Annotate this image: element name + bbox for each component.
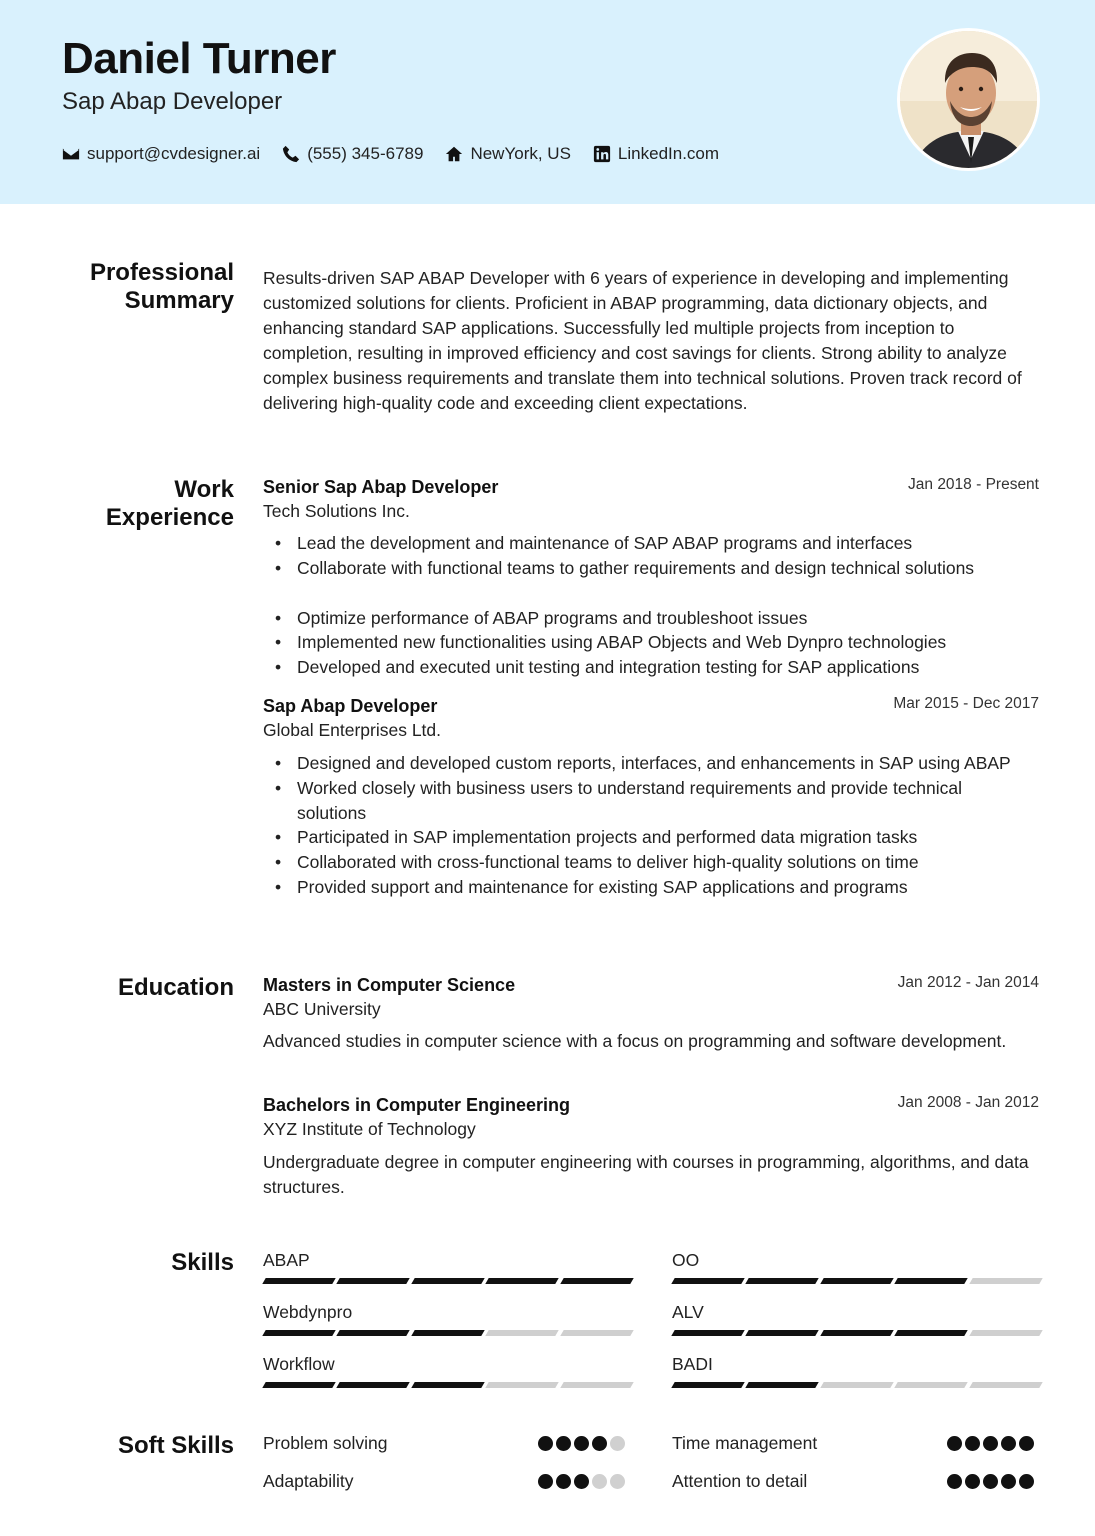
profile-photo <box>897 28 1040 171</box>
rating-dot <box>592 1474 607 1489</box>
rating-dot <box>1001 1474 1016 1489</box>
bullet-item: • Implemented new functionalities using ABAP Objects and Web Dynpro technologies <box>263 630 1048 655</box>
skill-name: BADI <box>672 1354 713 1374</box>
bullet-item: • Lead the development and maintenance of SAP ABAP programs and interfaces <box>263 531 1048 556</box>
skill-bar-segment <box>560 1330 634 1336</box>
skill-bar <box>673 1382 1041 1388</box>
section-title-experience <box>94 476 234 532</box>
rating-dot <box>947 1436 962 1451</box>
skill-bar-segment <box>485 1278 559 1284</box>
section-title-summary <box>74 259 234 315</box>
skill-bar-segment <box>262 1330 336 1336</box>
degree-school: XYZ Institute of Technology <box>263 1119 476 1139</box>
candidate-name: Daniel Turner <box>62 34 336 83</box>
job-dates: Jan 2018 - Present <box>908 476 1039 493</box>
rating-dot <box>965 1474 980 1489</box>
rating-dot <box>965 1436 980 1451</box>
skill-bar-segment <box>969 1330 1043 1336</box>
soft-skill-rating <box>947 1474 1034 1489</box>
skill-bar-segment <box>671 1330 745 1336</box>
contact-email[interactable] <box>62 144 260 164</box>
job-company: Tech Solutions Inc. <box>263 501 410 521</box>
degree-dates: Jan 2012 - Jan 2014 <box>897 974 1039 991</box>
degree-title: Bachelors in Computer Engineering <box>263 1095 571 1115</box>
contact-phone-text: (555) 345-6789 <box>307 144 424 163</box>
skill-name: ALV <box>672 1302 704 1322</box>
contact-linkedin-text: LinkedIn.com <box>617 144 720 163</box>
linkedin-icon <box>593 145 611 163</box>
skill-bar-segment <box>894 1382 968 1388</box>
skill-bar-segment <box>560 1382 634 1388</box>
skill-bar-segment <box>337 1382 411 1388</box>
soft-skill-rating <box>947 1436 1034 1451</box>
skill-bar-segment <box>337 1278 411 1284</box>
rating-dot <box>574 1436 589 1451</box>
skill-bar-segment <box>671 1278 745 1284</box>
section-title-experience-text: Work Experience <box>105 476 234 531</box>
soft-skill-name: Adaptability <box>263 1471 354 1491</box>
skill-name: Webdynpro <box>263 1302 353 1322</box>
skill-bar-segment <box>671 1382 745 1388</box>
skill-bar-segment <box>746 1382 820 1388</box>
skill-bar <box>264 1330 632 1336</box>
bullet-item: • Participated in SAP implementation projects and performed data migration tasks <box>263 825 1033 850</box>
soft-skill-name: Attention to detail <box>672 1471 808 1491</box>
soft-skill-rating <box>538 1436 625 1451</box>
skill-bar-segment <box>820 1330 894 1336</box>
skill-bar-segment <box>969 1278 1043 1284</box>
bullet-item: • Designed and developed custom reports, interfaces, and enhancements in SAP using ABAP <box>263 751 1033 776</box>
rating-dot <box>592 1436 607 1451</box>
skill-bar-segment <box>746 1330 820 1336</box>
rating-dot <box>574 1474 589 1489</box>
degree-title: Masters in Computer Science <box>263 975 516 995</box>
phone-icon <box>282 145 300 163</box>
skill-bar-segment <box>894 1330 968 1336</box>
section-title-summary-text: Professional Summary <box>89 259 234 314</box>
soft-skill-name: Problem solving <box>263 1433 388 1453</box>
degree-school: ABC University <box>263 999 381 1019</box>
skill-bar-segment <box>894 1278 968 1284</box>
skill-bar-segment <box>262 1382 336 1388</box>
rating-dot <box>538 1474 553 1489</box>
section-title-skills: Skills <box>171 1249 234 1276</box>
rating-dot <box>1001 1436 1016 1451</box>
skill-bar <box>673 1278 1041 1284</box>
degree-dates: Jan 2008 - Jan 2012 <box>897 1094 1039 1111</box>
soft-skill-name: Time management <box>672 1433 818 1453</box>
soft-skill-rating <box>538 1474 625 1489</box>
rating-dot <box>983 1474 998 1489</box>
rating-dot <box>610 1436 625 1451</box>
skill-name: OO <box>672 1250 700 1270</box>
bullet-item: • Optimize performance of ABAP programs and troubleshoot issues <box>263 606 1048 631</box>
degree-description: Undergraduate degree in computer engineering with courses in programming, algorithms, and data structures. <box>263 1152 1029 1197</box>
skill-name: ABAP <box>263 1250 310 1270</box>
summary-text: Results-driven SAP ABAP Developer with 6 years of experience in developing and implementing customized solutions for clients. Proficient in ABAP programming, data dictionary objects, and enhancing standard SAP applications. Successfully led multiple projects from inception to completion, resulting in improved efficiency and cost savings for clients. Strong ability to analyze complex business requirements and translate them into technical solutions. Proven track record of delivering high-quality code and exceeding client expectations. <box>263 268 1022 413</box>
bullet-item: • Collaborate with functional teams to gather requirements and design technical solutions <box>263 556 1048 581</box>
contact-phone[interactable] <box>282 144 423 164</box>
candidate-role: Sap Abap Developer <box>62 88 283 115</box>
skill-bar-segment <box>485 1382 559 1388</box>
job-dates: Mar 2015 - Dec 2017 <box>893 695 1039 712</box>
rating-dot <box>610 1474 625 1489</box>
rating-dot <box>1019 1474 1034 1489</box>
skill-bar <box>264 1382 632 1388</box>
skill-bar-segment <box>411 1278 485 1284</box>
contact-location <box>445 144 570 164</box>
skill-bar-segment <box>411 1330 485 1336</box>
bullet-item: • Collaborated with cross-functional teams to deliver high-quality solutions on time <box>263 850 1033 875</box>
bullet-item: • Worked closely with business users to understand requirements and provide technical solutions <box>263 776 1033 826</box>
skill-bar-segment <box>411 1382 485 1388</box>
degree-description: Advanced studies in computer science with a focus on programming and software development. <box>263 1031 1007 1051</box>
rating-dot <box>947 1474 962 1489</box>
job-title: Sap Abap Developer <box>263 696 438 716</box>
skill-bar-segment <box>262 1278 336 1284</box>
job-title: Senior Sap Abap Developer <box>263 477 499 497</box>
job-bullets <box>263 531 1048 680</box>
rating-dot <box>556 1474 571 1489</box>
contact-location-text: NewYork, US <box>470 144 571 163</box>
contact-email-text: support@cvdesigner.ai <box>87 144 261 163</box>
skill-bar-segment <box>820 1382 894 1388</box>
skill-name: Workflow <box>263 1354 335 1374</box>
skill-bar-segment <box>969 1382 1043 1388</box>
skill-bar-segment <box>820 1278 894 1284</box>
skill-bar-segment <box>560 1278 634 1284</box>
job-bullets <box>263 751 1033 900</box>
envelope-icon <box>62 145 80 163</box>
home-icon <box>445 145 463 163</box>
skill-bar <box>673 1330 1041 1336</box>
rating-dot <box>556 1436 571 1451</box>
skill-bar-segment <box>746 1278 820 1284</box>
contact-bar <box>62 144 741 164</box>
skill-bar-segment <box>337 1330 411 1336</box>
section-title-soft-skills: Soft Skills <box>117 1432 234 1459</box>
rating-dot <box>1019 1436 1034 1451</box>
skill-bar <box>264 1278 632 1284</box>
resume-header <box>0 0 1095 204</box>
bullet-item: • Provided support and maintenance for existing SAP applications and programs <box>263 875 1033 900</box>
skill-bar-segment <box>485 1330 559 1336</box>
rating-dot <box>983 1436 998 1451</box>
contact-linkedin[interactable] <box>593 144 719 164</box>
job-company: Global Enterprises Ltd. <box>263 720 442 740</box>
section-title-education: Education <box>117 974 234 1001</box>
bullet-item: • Developed and executed unit testing and integration testing for SAP applications <box>263 655 1048 680</box>
rating-dot <box>538 1436 553 1451</box>
